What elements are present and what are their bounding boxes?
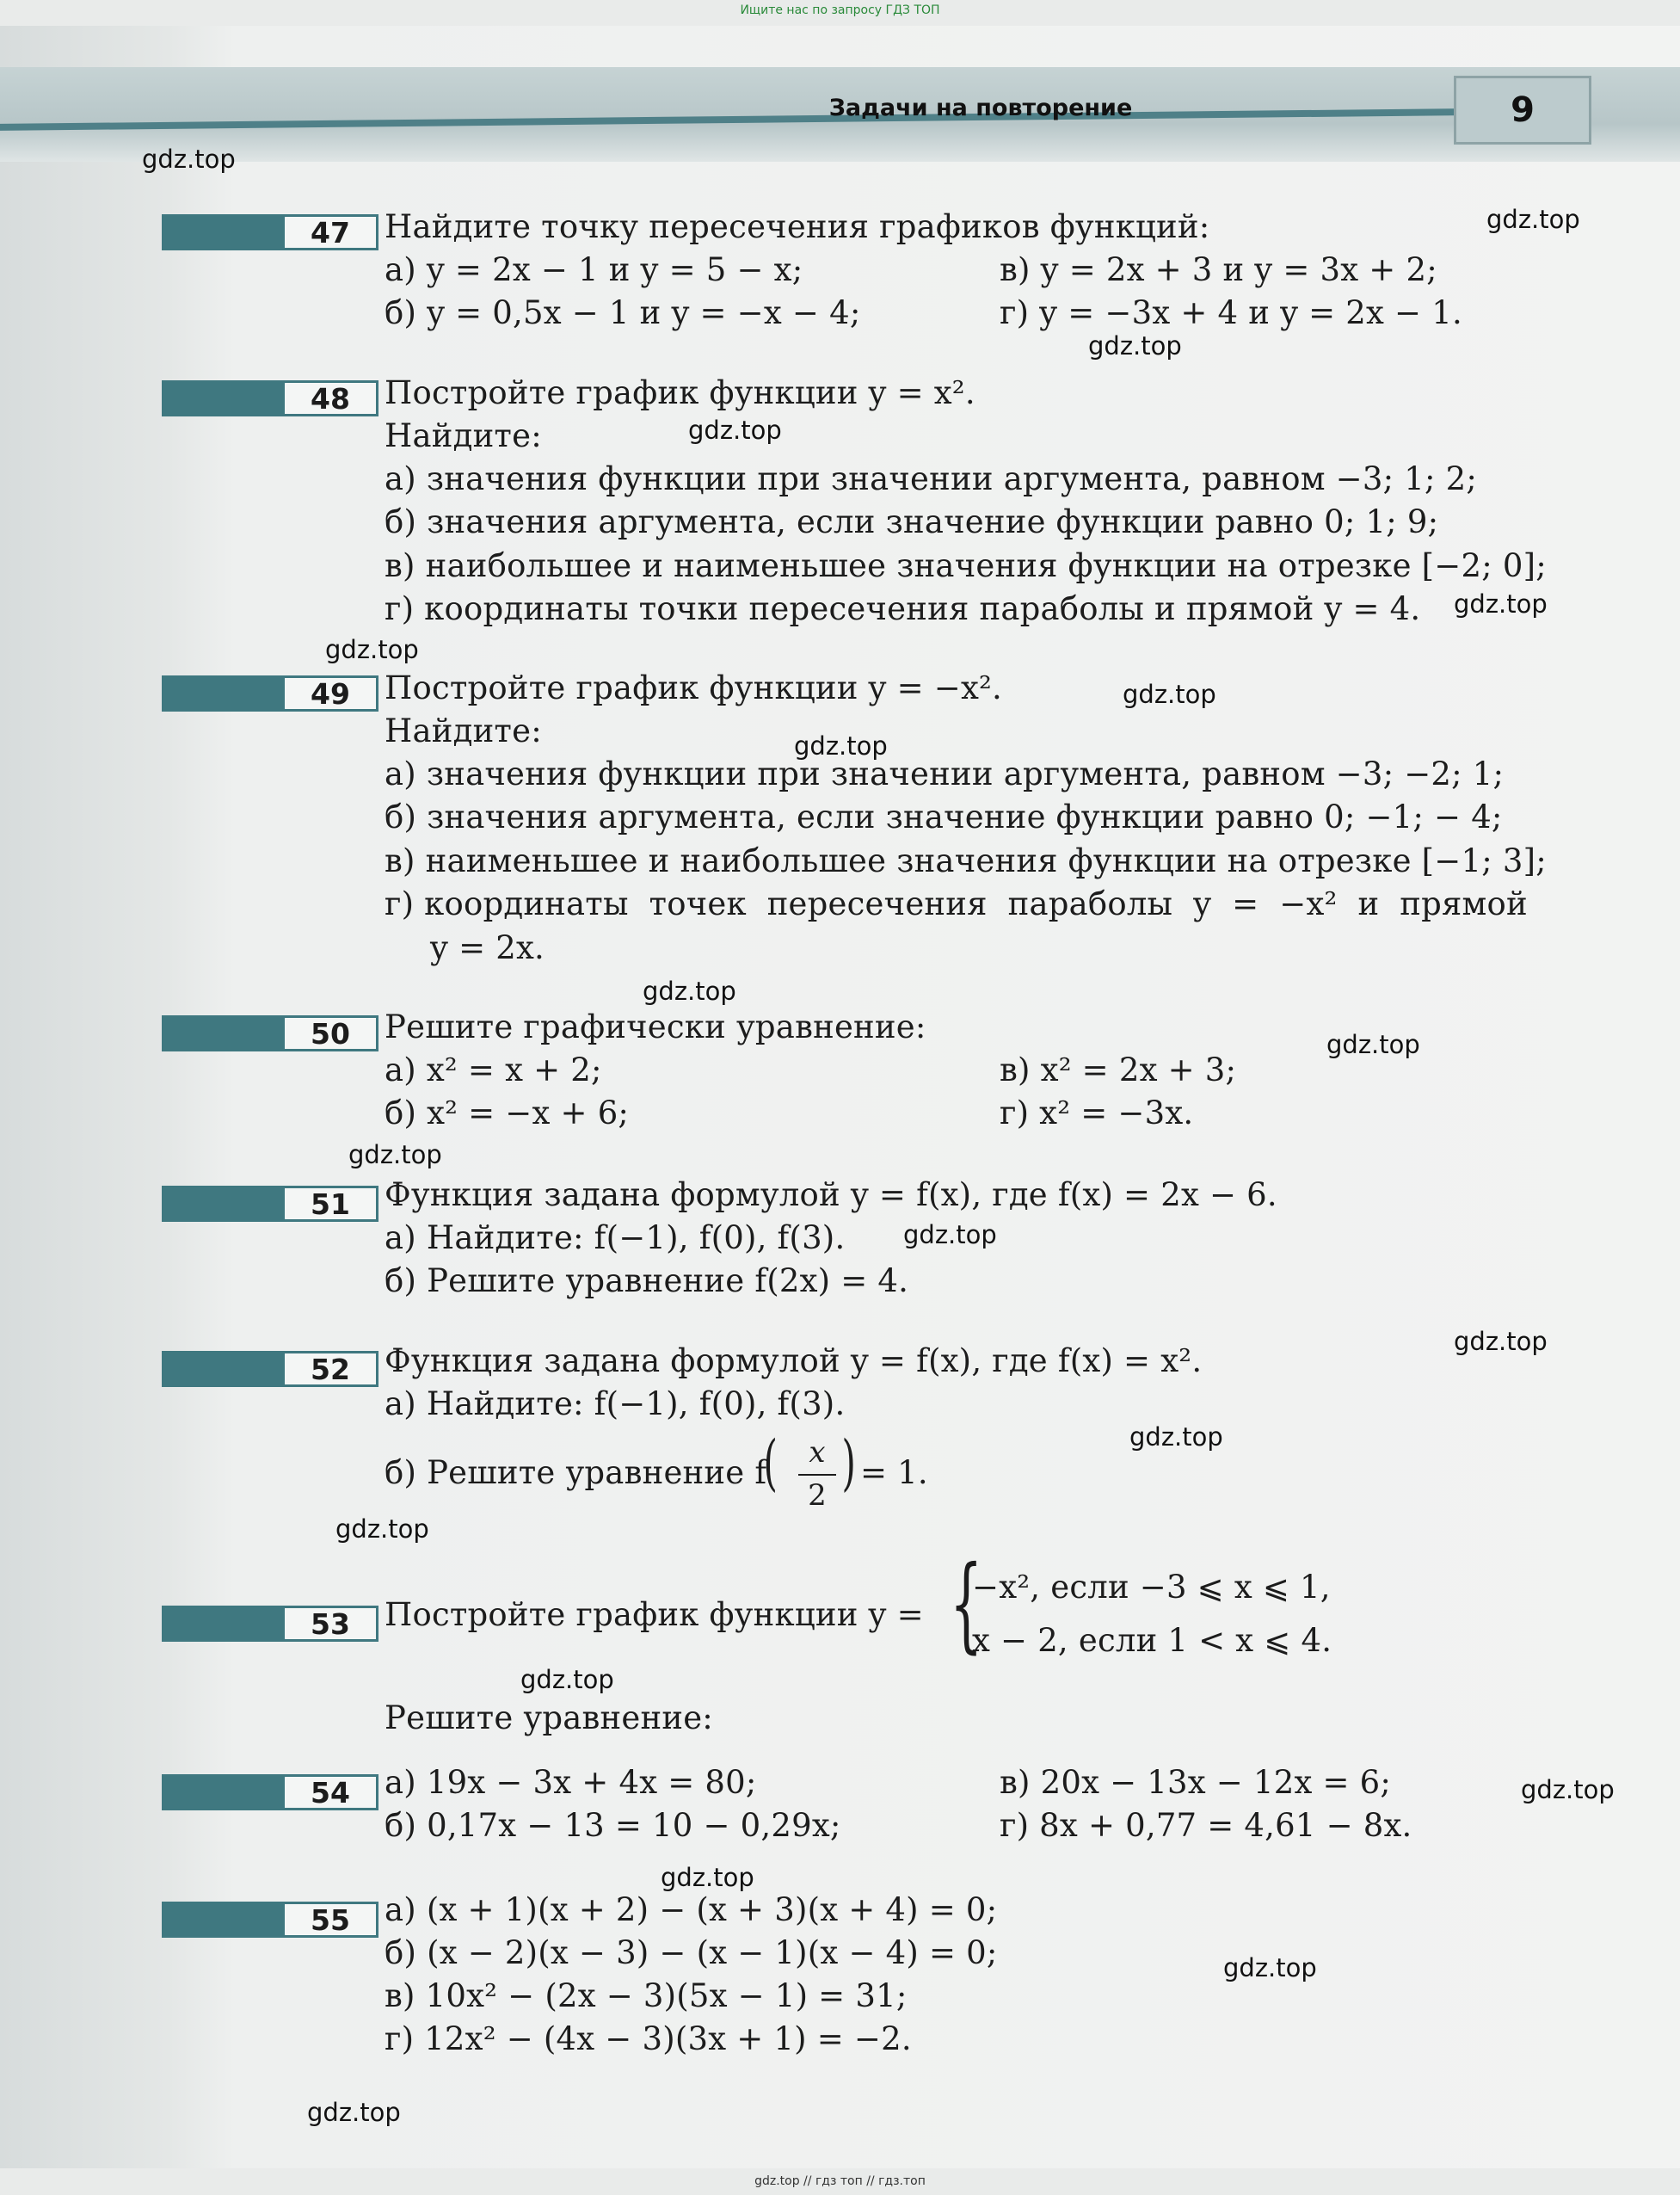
problem-number-tab [162, 214, 378, 250]
watermark: gdz.top [1521, 1775, 1615, 1804]
watermark: gdz.top [661, 1863, 754, 1892]
problem-number: 54 [282, 1774, 378, 1810]
problem-number-tab [162, 1902, 378, 1938]
problem-number-tab [162, 1015, 378, 1051]
problem-item: в) наименьшее и наибольшее значения функции на отрезке [−1; 3]; [385, 842, 1547, 879]
problem-item: y = 2x. [430, 929, 545, 966]
problem-statement: Найдите: [385, 712, 542, 749]
problem-number-tab [162, 1774, 378, 1810]
problem-item: б) 0,17x − 13 = 10 − 0,29x; [385, 1807, 841, 1844]
problem-item: г) координаты точки пересечения параболы и прямой y = 4. [385, 590, 1421, 627]
problem-statement: Постройте график функции y = −x². [385, 669, 1003, 706]
problem-item: а) значения функции при значении аргумента, равном −3; −2; 1; [385, 755, 1505, 792]
watermark: gdz.top [1486, 205, 1580, 234]
problem-number: 48 [282, 380, 378, 416]
problem-item: а) x² = x + 2; [385, 1051, 602, 1088]
problem-number: 49 [282, 675, 378, 712]
problem-item: б) Решите уравнение f(2x) = 4. [385, 1262, 909, 1299]
watermark: gdz.top [1088, 331, 1182, 361]
problem-statement: Постройте график функции y = [385, 1596, 924, 1633]
watermark: gdz.top [307, 2098, 401, 2127]
problem-item: б) значения аргумента, если значение функции равно 0; −1; − 4; [385, 798, 1503, 835]
problem-statement: Функция задана формулой y = f(x), где f(x) = x². [385, 1342, 1203, 1379]
problem-number-tab [162, 1186, 378, 1222]
problem-statement: Решите графически уравнение: [385, 1008, 926, 1045]
problem-item: б) y = 0,5x − 1 и y = −x − 4; [385, 294, 861, 331]
section-heading: Решите уравнение: [385, 1699, 713, 1736]
watermark: gdz.top [335, 1514, 429, 1544]
watermark: gdz.top [688, 416, 782, 445]
watermark: gdz.top [1223, 1953, 1317, 1982]
problem-item: а) y = 2x − 1 и y = 5 − x; [385, 251, 803, 288]
problem-item: а) Найдите: f(−1), f(0), f(3). [385, 1219, 846, 1256]
problem-number-tab [162, 1351, 378, 1387]
problem-number-tab [162, 1606, 378, 1642]
problem-item: а) (x + 1)(x + 2) − (x + 3)(x + 4) = 0; [385, 1891, 998, 1928]
problem-item: г) координаты точек пересечения параболы y = −x² и прямой [385, 885, 1528, 922]
problem-number: 51 [282, 1186, 378, 1222]
problem-statement: Функция задана формулой y = f(x), где f(x) = 2x − 6. [385, 1176, 1277, 1213]
problem-number: 50 [282, 1015, 378, 1051]
watermark: gdz.top [643, 977, 736, 1006]
top-note: Ищите нас по запросу ГДЗ ТОП [740, 3, 940, 17]
problem-item: б) Решите уравнение f [385, 1454, 767, 1491]
problem-number: 47 [282, 214, 378, 250]
problem-item: б) значения аргумента, если значение функции равно 0; 1; 9; [385, 503, 1439, 540]
fraction-bar [798, 1474, 836, 1476]
problem-item: = 1. [860, 1454, 928, 1491]
problem-number: 53 [282, 1606, 378, 1642]
problem-item: г) x² = −3x. [1000, 1094, 1194, 1131]
problem-item: б) (x − 2)(x − 3) − (x − 1)(x − 4) = 0; [385, 1934, 998, 1971]
problem-item: в) 10x² − (2x − 3)(5x − 1) = 31; [385, 1977, 908, 2014]
problem-item: б) x² = −x + 6; [385, 1094, 630, 1131]
problem-item: в) x² = 2x + 3; [1000, 1051, 1237, 1088]
watermark: gdz.top [348, 1140, 442, 1169]
watermark: gdz.top [1454, 1327, 1548, 1356]
watermark: gdz.top [142, 145, 236, 174]
problem-statement: Найдите точку пересечения графиков функций: [385, 208, 1210, 245]
bottom-note: gdz.top // гдз топ // гдз.топ [754, 2174, 926, 2188]
watermark: gdz.top [903, 1220, 997, 1249]
left-paren: ( [763, 1427, 778, 1498]
watermark: gdz.top [520, 1665, 614, 1694]
watermark: gdz.top [1326, 1030, 1420, 1059]
problem-number-tab [162, 380, 378, 416]
problem-number: 52 [282, 1351, 378, 1387]
problem-item: а) значения функции при значении аргумента, равном −3; 1; 2; [385, 460, 1477, 497]
problem-item: а) Найдите: f(−1), f(0), f(3). [385, 1385, 846, 1422]
problem-item: г) 8x + 0,77 = 4,61 − 8x. [1000, 1807, 1412, 1844]
watermark: gdz.top [794, 731, 888, 761]
watermark: gdz.top [1123, 680, 1216, 709]
problem-number-tab [162, 675, 378, 712]
piecewise-case: −x², если −3 ⩽ x ⩽ 1, [972, 1569, 1331, 1606]
problem-statement: Постройте график функции y = x². [385, 374, 975, 411]
problem-item: в) наибольшее и наименьшее значения функции на отрезке [−2; 0]; [385, 547, 1547, 584]
problem-item: г) y = −3x + 4 и y = 2x − 1. [1000, 294, 1462, 331]
problem-statement: Найдите: [385, 417, 542, 454]
fraction-numerator: x [809, 1435, 826, 1470]
problem-number: 55 [282, 1902, 378, 1938]
fraction-denominator: 2 [808, 1478, 827, 1513]
textbook-page [0, 26, 1680, 2168]
page-title: Задачи на повторение [828, 95, 1133, 121]
watermark: gdz.top [1454, 589, 1548, 619]
problem-item: в) y = 2x + 3 и y = 3x + 2; [1000, 251, 1437, 288]
watermark: gdz.top [325, 635, 419, 664]
problem-item: г) 12x² − (4x − 3)(3x + 1) = −2. [385, 2020, 912, 2057]
piecewise-case: x − 2, если 1 < x ⩽ 4. [972, 1622, 1332, 1659]
problem-item: в) 20x − 13x − 12x = 6; [1000, 1764, 1392, 1801]
right-paren: ) [841, 1427, 856, 1498]
system-brace: { [950, 1545, 983, 1664]
watermark: gdz.top [1129, 1422, 1223, 1452]
page-number: 9 [1454, 76, 1591, 145]
problem-item: а) 19x − 3x + 4x = 80; [385, 1764, 757, 1801]
